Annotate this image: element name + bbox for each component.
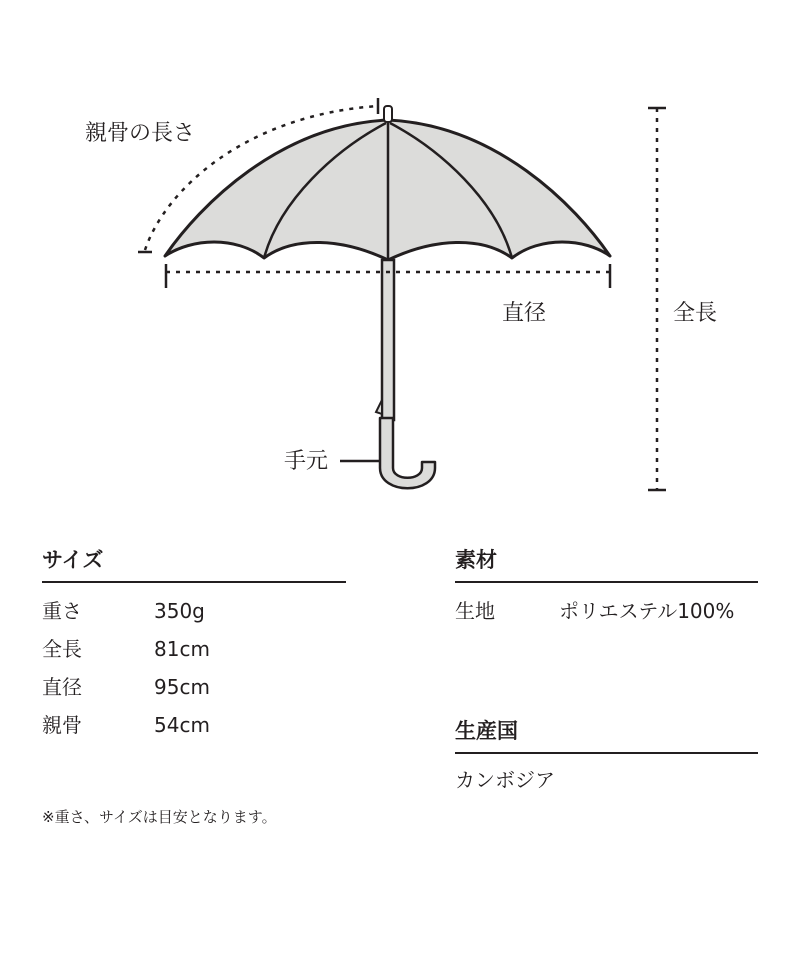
material-row-value: ポリエステル100% xyxy=(559,599,735,623)
size-row-label: 重さ xyxy=(42,599,82,623)
material-section-divider xyxy=(455,581,758,583)
origin-section-divider xyxy=(455,752,758,754)
umbrella-shaft xyxy=(382,260,394,420)
size-section-divider xyxy=(42,581,346,583)
size-row-value: 350g xyxy=(154,599,205,623)
rib-length-label: 親骨の長さ xyxy=(85,121,196,146)
size-disclaimer-note: ※重さ、サイズは目安となります。 xyxy=(42,808,277,826)
size-row-label: 親骨 xyxy=(42,713,82,737)
umbrella-tip xyxy=(384,106,392,122)
origin-section-title: 生産国 xyxy=(455,719,518,743)
material-row-label: 生地 xyxy=(455,599,495,623)
size-row-label: 全長 xyxy=(42,637,82,661)
diameter-label: 直径 xyxy=(502,301,547,326)
material-section-title: 素材 xyxy=(455,548,497,572)
size-row-value: 95cm xyxy=(154,675,210,699)
total-length-label: 全長 xyxy=(673,301,718,326)
umbrella-runner xyxy=(376,400,382,414)
size-row-value: 54cm xyxy=(154,713,210,737)
size-row-label: 直径 xyxy=(42,675,82,699)
size-section-title: サイズ xyxy=(42,548,104,572)
size-row-value: 81cm xyxy=(154,637,210,661)
origin-value: カンボジア xyxy=(455,768,555,792)
umbrella-handle xyxy=(380,418,435,488)
handle-label: 手元 xyxy=(284,449,329,474)
